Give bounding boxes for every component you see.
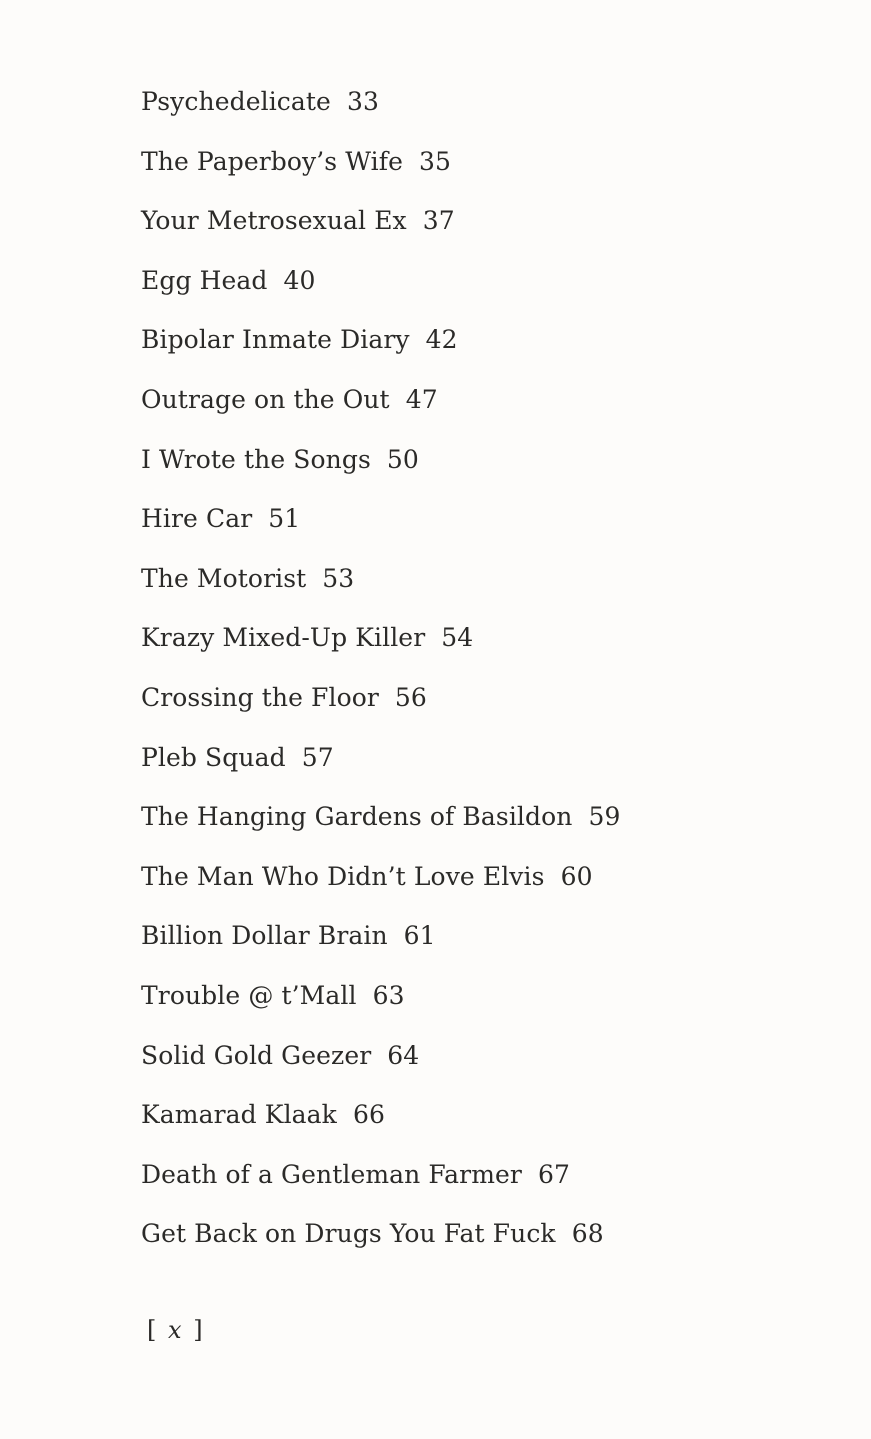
toc-entry-page-number: 64 bbox=[387, 1040, 420, 1070]
toc-entry bbox=[141, 618, 621, 678]
toc-entry-page-number: 61 bbox=[403, 921, 436, 951]
toc-entry-page-number: 59 bbox=[588, 802, 621, 832]
toc-entry bbox=[141, 678, 621, 738]
toc-entry-title: Solid Gold Geezer bbox=[141, 1040, 372, 1070]
toc-entry-title: Crossing the Floor bbox=[141, 682, 379, 712]
table-of-contents bbox=[141, 82, 621, 1274]
toc-entry-title: The Hanging Gardens of Basildon bbox=[141, 802, 573, 832]
toc-entry-title: Psychedelicate bbox=[141, 87, 331, 116]
toc-entry-title: Death of a Gentleman Farmer bbox=[141, 1159, 522, 1189]
toc-entry-title: Trouble @ t’Mall bbox=[141, 980, 357, 1010]
toc-entry bbox=[141, 142, 621, 202]
toc-entry bbox=[141, 559, 621, 619]
folio-close-bracket: ] bbox=[193, 1316, 205, 1344]
toc-entry-page-number: 53 bbox=[322, 563, 355, 593]
toc-entry-title: Billion Dollar Brain bbox=[141, 921, 388, 951]
toc-entry-title: Krazy Mixed-Up Killer bbox=[141, 623, 426, 653]
toc-entry bbox=[141, 916, 621, 976]
toc-entry-title: Bipolar Inmate Diary bbox=[141, 325, 410, 355]
toc-entry bbox=[141, 261, 621, 321]
toc-entry-page-number: 40 bbox=[283, 265, 316, 295]
toc-entry-page-number: 63 bbox=[372, 980, 405, 1010]
toc-entry-title: The Paperboy’s Wife bbox=[141, 146, 403, 176]
toc-entry-page-number: 47 bbox=[405, 384, 438, 414]
toc-entry-page-number: 67 bbox=[537, 1159, 570, 1189]
toc-entry-title: The Man Who Didn’t Love Elvis bbox=[141, 861, 545, 891]
toc-entry bbox=[141, 1095, 621, 1155]
toc-entry-title: Outrage on the Out bbox=[141, 384, 390, 414]
toc-entry-title: Hire Car bbox=[141, 504, 253, 534]
toc-entry-page-number: 51 bbox=[268, 504, 301, 534]
toc-entry-title: Pleb Squad bbox=[141, 742, 286, 772]
toc-entry bbox=[141, 738, 621, 798]
toc-entry bbox=[141, 857, 621, 917]
toc-entry-title: Egg Head bbox=[141, 265, 268, 295]
toc-entry bbox=[141, 499, 621, 559]
toc-entry-page-number: 54 bbox=[441, 623, 474, 653]
toc-entry-title: Kamarad Klaak bbox=[141, 1100, 337, 1130]
toc-entry bbox=[141, 201, 621, 261]
folio-roman-numeral: x bbox=[168, 1316, 184, 1344]
folio-open-bracket: [ bbox=[147, 1316, 159, 1344]
toc-entry-title: The Motorist bbox=[141, 563, 307, 593]
page-number bbox=[147, 1316, 205, 1344]
toc-entry-page-number: 37 bbox=[422, 206, 455, 236]
toc-entry bbox=[141, 1036, 621, 1096]
toc-entry bbox=[141, 380, 621, 440]
toc-entry-page-number: 57 bbox=[301, 742, 334, 772]
toc-entry-page-number: 33 bbox=[346, 87, 379, 116]
toc-entry bbox=[141, 976, 621, 1036]
toc-entry bbox=[141, 797, 621, 857]
toc-entry bbox=[141, 1214, 621, 1274]
toc-entry-title: I Wrote the Songs bbox=[141, 444, 371, 474]
toc-entry-page-number: 42 bbox=[425, 325, 458, 355]
toc-entry-page-number: 60 bbox=[560, 861, 593, 891]
toc-entry-page-number: 35 bbox=[418, 146, 451, 176]
toc-entry bbox=[141, 320, 621, 380]
toc-entry bbox=[141, 82, 621, 142]
toc-entry-page-number: 68 bbox=[571, 1219, 604, 1249]
toc-entry-page-number: 56 bbox=[394, 682, 427, 712]
toc-entry-page-number: 66 bbox=[352, 1100, 385, 1130]
toc-entry bbox=[141, 440, 621, 500]
toc-entry-title: Get Back on Drugs You Fat Fuck bbox=[141, 1219, 556, 1249]
toc-entry-title: Your Metrosexual Ex bbox=[141, 206, 407, 236]
toc-entry bbox=[141, 1155, 621, 1215]
toc-entry-page-number: 50 bbox=[386, 444, 419, 474]
